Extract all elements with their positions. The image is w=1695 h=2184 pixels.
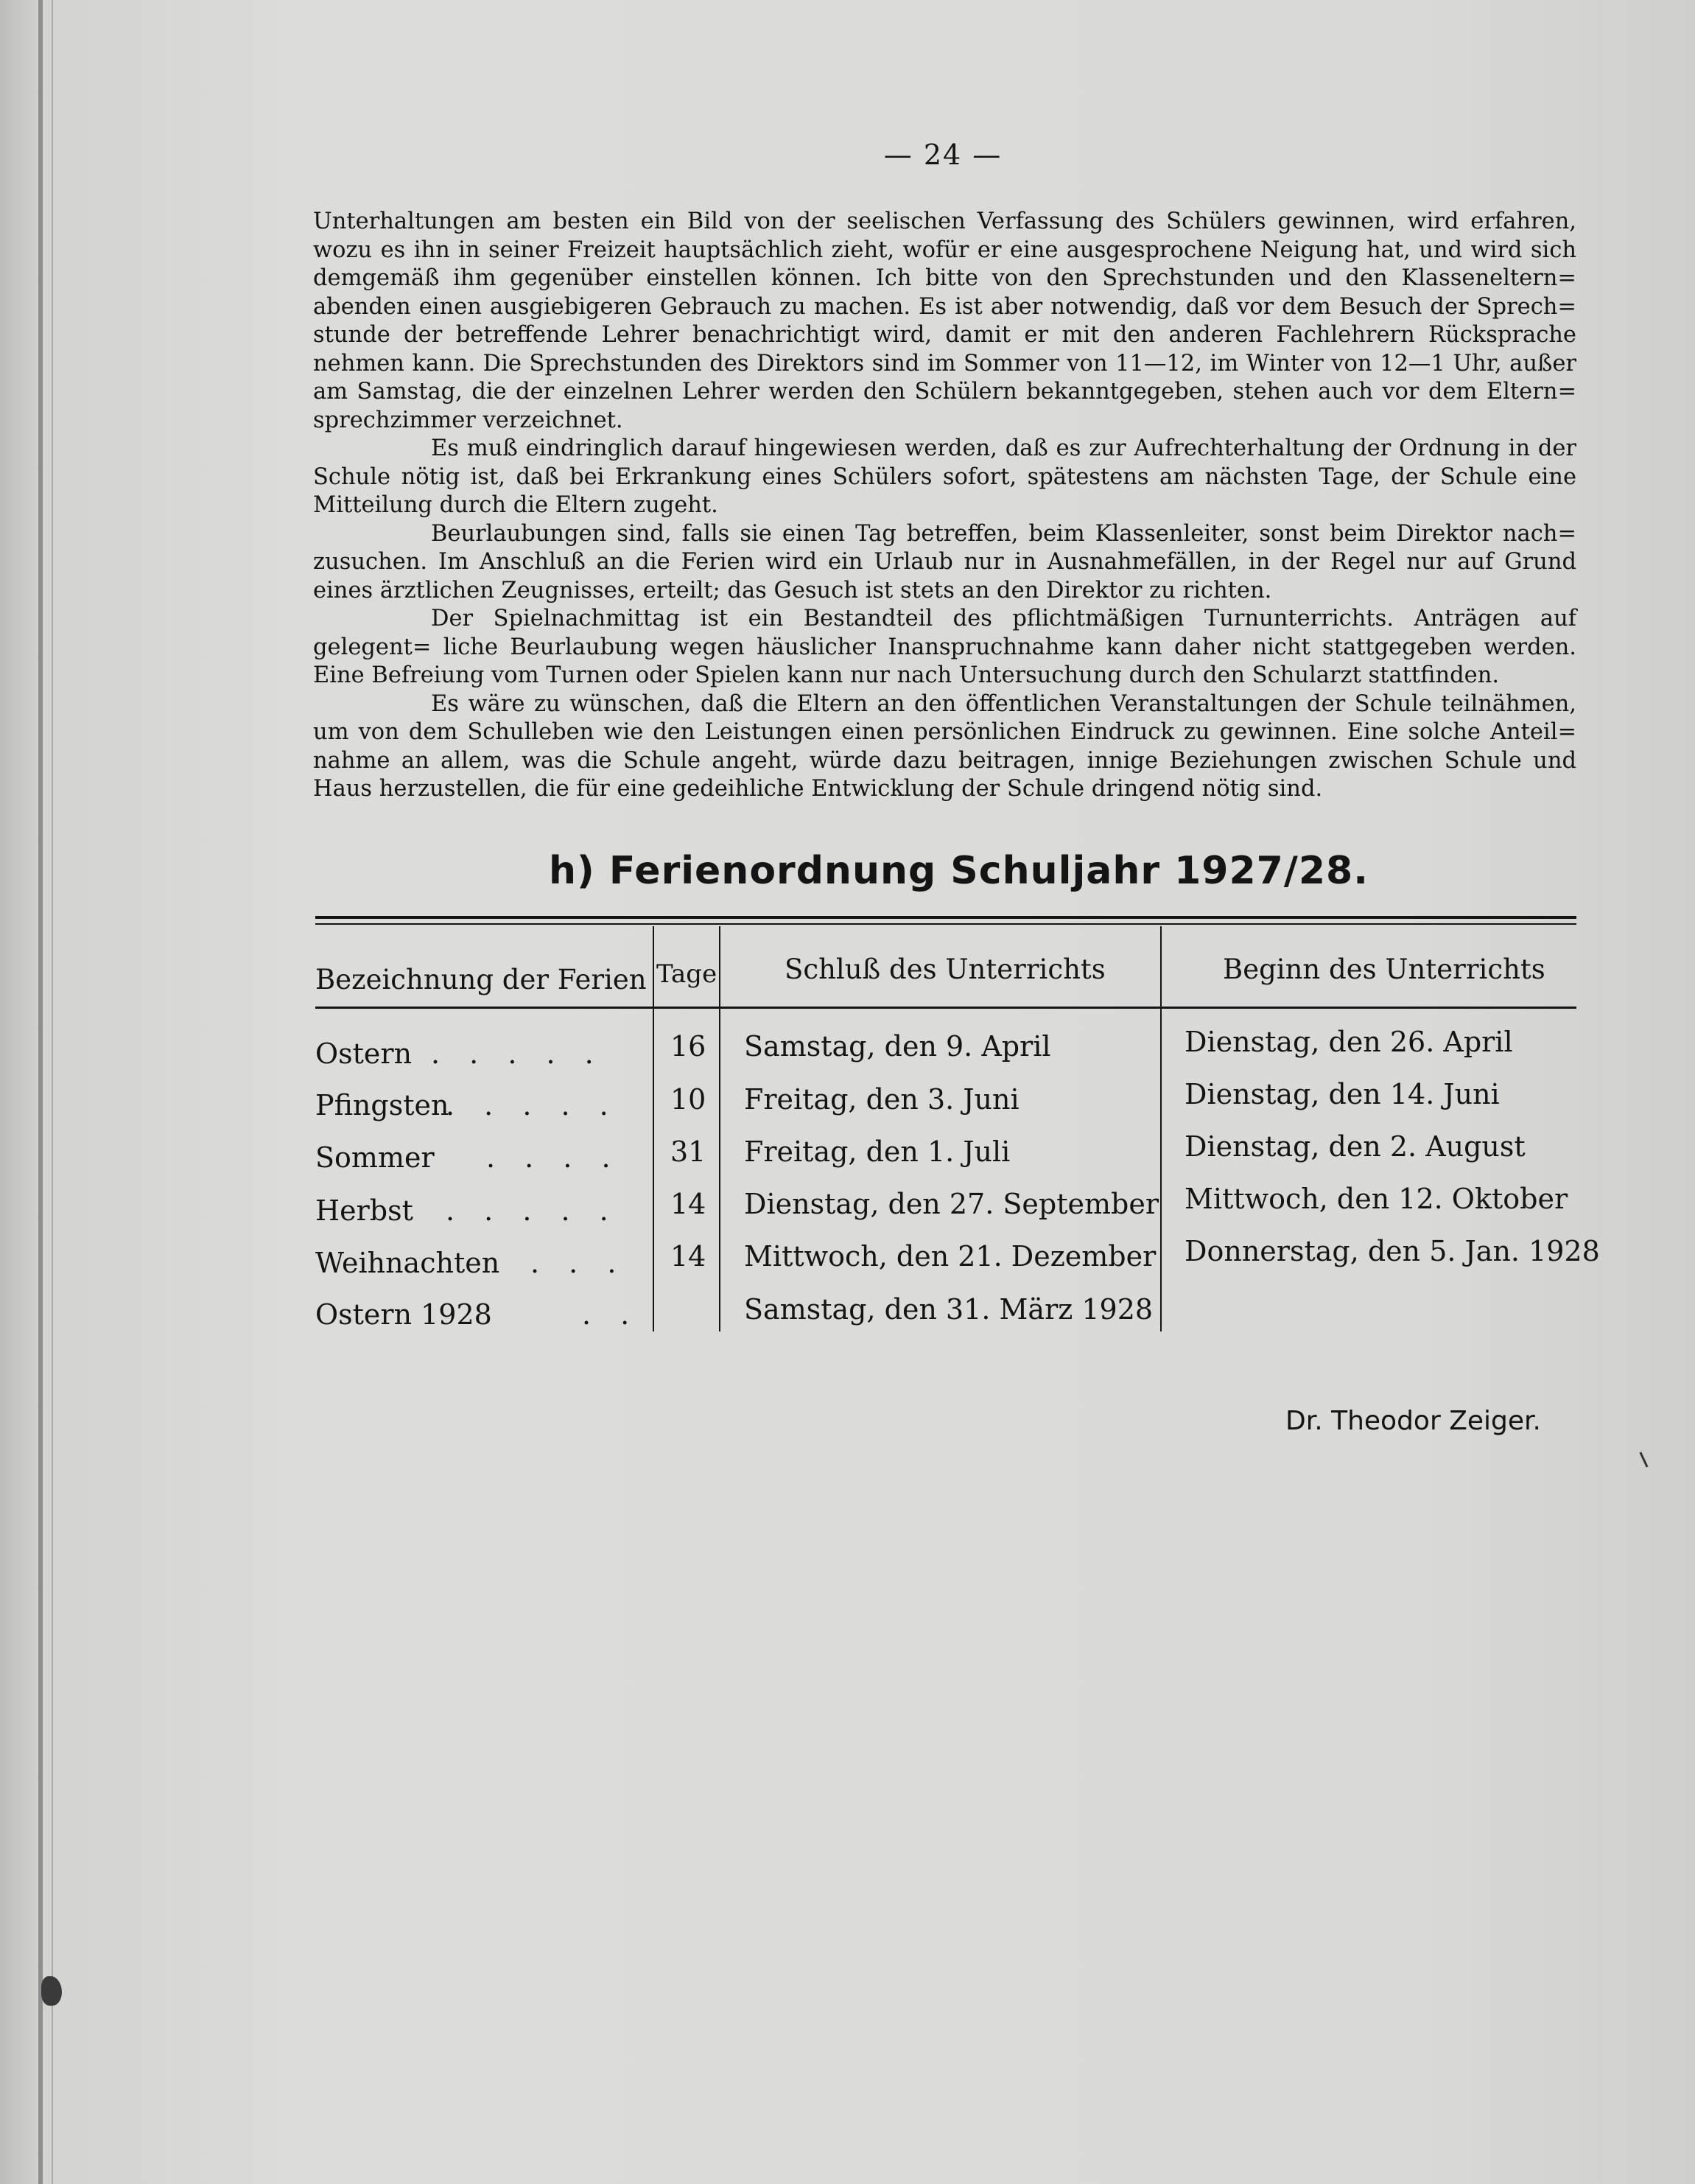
table-top-rule-thin [315, 923, 1576, 925]
header-start: Beginn des Unterrichts [1223, 953, 1545, 985]
header-end: Schluß des Unterrichts [785, 953, 1106, 985]
signature: Dr. Theodor Zeiger. [1285, 1406, 1541, 1436]
column-divider-1 [653, 926, 654, 1331]
paragraph-2: Es muß eindringlich darauf hingewiesen werden, daß es zur Aufrechterhaltung der Ordnung in der Schule nötig ist, daß bei Erkrankung eines Schülers sofort, spätestens am nächsten Tage, der Schule eine Mitteilung durch die Eltern zugeht. [313, 435, 1576, 518]
column-divider-2 [719, 926, 720, 1331]
table-header-rule [315, 1007, 1576, 1009]
cell-days: 14 [670, 1240, 706, 1273]
paragraph-3: Beurlaubungen sind, falls sie einen Tag betreffen, beim Klassenleiter, sonst beim Direktor nach= zusuchen. Im Anschluß an die Ferien wird ein Urlaub nur in Ausnahmefällen, in der Regel nur auf Grund eines ärztlichen Zeugnisses, erteilt; das Gesuch ist stets an den Direktor zu richten. [313, 520, 1576, 603]
paragraph-4: Der Spielnachmittag ist ein Bestandteil des pflichtmäßigen Turnunterrichts. Anträgen auf gelegent= liche Beurlaubung wegen häuslicher Inanspruchnahme kann daher nicht stattgegeben werden. Eine Befreiung vom Turnen oder Spielen kann nur nach Untersuchung durch den Schularzt stattfinden. [313, 606, 1576, 688]
cell-name: Ostern [315, 1037, 413, 1070]
table-top-rule [315, 916, 1576, 919]
column-divider-3 [1160, 926, 1162, 1331]
paragraph-1: Unterhaltungen am besten ein Bild von der seelischen Verfassung des Schülers gewinnen, wird erfahren, wozu es ihn in seiner Freizeit hauptsächlich zieht, wofür er eine ausgesprochene Neigung hat, und wird sich demgemäß ihm gegenüber einstellen können. Ich bitte von den Sprechstunden und den Klasseneltern= abenden einen ausgiebigeren Gebrauch zu machen. Es ist aber notwendig, daß vor dem Besuch der Sprech= stunde der betreffende Lehrer benachrichtigt wird, damit er mit den anderen Fachlehrern Rücksprache nehmen kann. Die Sprechstunden des Direktors sind im Sommer von 11—12, im Winter von 12—1 Uhr, außer am Samstag, die der einzelnen Lehrer werden den Schülern bekanntgegeben, stehen auch vor dem Eltern= sprechzimmer verzeichnet. [313, 209, 1576, 433]
cell-start: Mittwoch, den 12. Oktober [1185, 1183, 1568, 1215]
cell-days: 14 [670, 1188, 706, 1220]
cell-start: Dienstag, den 2. August [1185, 1130, 1526, 1163]
cell-name: Sommer [315, 1141, 435, 1174]
page-binding-shadow [52, 0, 53, 2184]
cell-dots: . . . [530, 1247, 627, 1279]
cell-dots: . . . . [486, 1141, 621, 1174]
cell-dots: . . [582, 1298, 640, 1331]
cell-end: Samstag, den 9. April [744, 1030, 1051, 1063]
cell-name: Ostern 1928 [315, 1298, 492, 1331]
cell-end: Freitag, den 3. Juni [744, 1083, 1020, 1116]
cell-name: Pfingsten [315, 1089, 449, 1121]
cell-end: Mittwoch, den 21. Dezember [744, 1240, 1157, 1273]
section-heading: h) Ferienordnung Schuljahr 1927/28. [549, 849, 1369, 893]
page-number: — 24 — [883, 139, 1003, 171]
cell-dots: . . . . . [446, 1089, 619, 1121]
page-binding-edge [38, 0, 43, 2184]
cell-name: Weihnachten [315, 1247, 500, 1279]
cell-end: Samstag, den 31. März 1928 [744, 1293, 1154, 1326]
cell-days: 31 [670, 1135, 706, 1168]
cell-name: Herbst [315, 1194, 413, 1227]
cell-end: Freitag, den 1. Juli [744, 1135, 1011, 1168]
cell-start: Dienstag, den 14. Juni [1185, 1078, 1500, 1110]
ink-stain [41, 1976, 62, 2006]
paragraph-5: Es wäre zu wünschen, daß die Eltern an den öffentlichen Veranstaltungen der Schule teilnähmen, um von dem Schulleben wie den Leistungen einen persönlichen Eindruck zu gewinnen. Eine solche Anteil= nahme an allem, was die Schule angeht, würde dazu beitragen, innige Beziehungen zwischen Schule und Haus herzustellen, die für eine gedeihliche Entwicklung der Schule dringend nötig sind. [313, 690, 1576, 802]
cell-days: 10 [670, 1083, 706, 1116]
cell-start: Dienstag, den 26. April [1185, 1026, 1513, 1058]
pencil-mark [1639, 1452, 1648, 1467]
cell-days: 16 [670, 1030, 706, 1063]
cell-end: Dienstag, den 27. September [744, 1188, 1159, 1220]
header-days: Tage [656, 959, 717, 989]
cell-dots: . . . . . [446, 1194, 619, 1227]
body-text [313, 208, 1576, 804]
cell-dots: . . . . . [431, 1037, 604, 1070]
header-name: Bezeichnung der Ferien [315, 964, 647, 995]
cell-start: Donnerstag, den 5. Jan. 1928 [1185, 1235, 1600, 1267]
